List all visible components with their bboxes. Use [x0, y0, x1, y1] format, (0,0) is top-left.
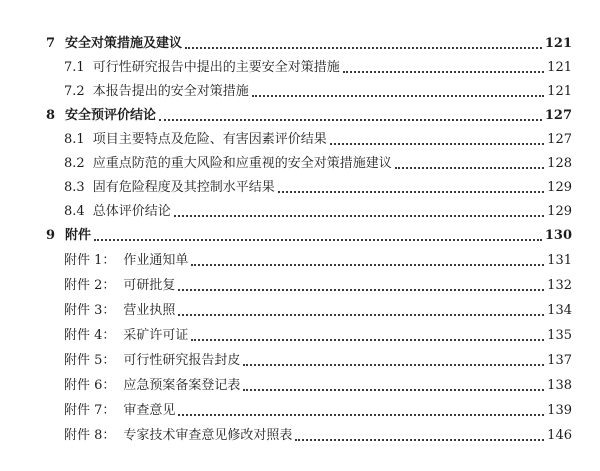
toc-entry-title: 采矿许可证 [123, 328, 189, 343]
dot-leader [252, 95, 544, 97]
toc-entry-page: 121 [547, 60, 572, 75]
toc-entry-attachment-2[interactable] [64, 276, 572, 296]
toc-entry-page: 121 [547, 84, 572, 99]
toc-entry-number: 7 [46, 36, 56, 51]
toc-entry-title: 可行性研究报告封皮 [123, 353, 241, 368]
toc-entry-page: 134 [547, 303, 572, 318]
toc-entry-number: 附件 7： [64, 403, 116, 418]
toc-entry-page: 130 [544, 228, 572, 243]
toc-entry-number: 附件 2： [64, 278, 116, 293]
dot-leader [191, 339, 544, 341]
toc-entry-title: 固有危险程度及其控制水平结果 [92, 180, 275, 195]
dot-leader [243, 364, 544, 366]
toc-entry-9[interactable] [46, 226, 572, 246]
toc-entry-8-3[interactable] [64, 178, 572, 198]
toc-entry-title: 项目主要特点及危险、有害因素评价结果 [92, 132, 327, 147]
toc-entry-title: 营业执照 [123, 303, 176, 318]
toc-entry-number: 附件 1： [64, 253, 116, 268]
dot-leader [330, 143, 544, 145]
dot-leader [295, 439, 544, 441]
toc-entry-title: 应急预案备案登记表 [123, 378, 241, 393]
toc-entry-page: 131 [547, 253, 572, 268]
toc-entry-number: 附件 6： [64, 378, 116, 393]
toc-entry-title: 可研批复 [123, 278, 176, 293]
toc-entry-number: 附件 4： [64, 328, 116, 343]
toc-entry-7[interactable] [46, 34, 572, 54]
toc-entry-number: 7.2 [64, 84, 85, 99]
toc-entry-title: 安全对策措施及建议 [65, 36, 183, 51]
toc-entry-page: 129 [547, 204, 572, 219]
toc-entry-number: 9 [46, 228, 56, 243]
toc-entry-attachment-3[interactable] [64, 301, 572, 321]
toc-entry-number: 8.4 [64, 204, 85, 219]
dot-leader [178, 314, 544, 316]
dot-leader [191, 264, 544, 266]
toc-entry-attachment-8[interactable] [64, 426, 572, 446]
toc-entry-page: 139 [547, 403, 572, 418]
toc-entry-number: 8 [46, 108, 56, 123]
toc-entry-7-1[interactable] [64, 58, 572, 78]
toc-entry-page: 121 [544, 36, 572, 51]
toc-entry-number: 7.1 [64, 60, 85, 75]
toc-entry-page: 129 [547, 180, 572, 195]
toc-entry-number: 附件 5： [64, 353, 116, 368]
toc-entry-page: 128 [547, 156, 572, 171]
toc-entry-number: 附件 3： [64, 303, 116, 318]
toc-entry-8[interactable] [46, 106, 572, 126]
toc-entry-title: 审查意见 [123, 403, 176, 418]
dot-leader [178, 289, 544, 291]
toc-entry-page: 146 [547, 428, 572, 443]
toc-entry-title: 专家技术审查意见修改对照表 [123, 428, 293, 443]
dot-leader [174, 215, 544, 217]
toc-entry-title: 总体评价结论 [92, 204, 171, 219]
toc-entry-title: 应重点防范的重大风险和应重视的安全对策措施建议 [92, 156, 392, 171]
toc-entry-page: 127 [544, 108, 572, 123]
toc-entry-page: 135 [547, 328, 572, 343]
toc-entry-number: 8.2 [64, 156, 85, 171]
toc-entry-title: 附件 [65, 228, 92, 243]
toc-entry-page: 127 [547, 132, 572, 147]
toc-entry-attachment-5[interactable] [64, 351, 572, 371]
toc-entry-number: 8.1 [64, 132, 85, 147]
toc-entry-8-1[interactable] [64, 130, 572, 150]
toc-entry-title: 安全预评价结论 [65, 108, 157, 123]
toc-entry-8-4[interactable] [64, 202, 572, 222]
toc-entry-attachment-7[interactable] [64, 401, 572, 421]
dot-leader [159, 119, 542, 121]
toc-entry-number: 附件 8： [64, 428, 116, 443]
dot-leader [243, 389, 544, 391]
dot-leader [395, 167, 544, 169]
dot-leader [185, 47, 542, 49]
toc-entry-number: 8.3 [64, 180, 85, 195]
toc-entry-attachment-4[interactable] [64, 326, 572, 346]
toc-entry-7-2[interactable] [64, 82, 572, 102]
toc-entry-attachment-1[interactable] [64, 251, 572, 271]
toc-entry-8-2[interactable] [64, 154, 572, 174]
toc-entry-attachment-6[interactable] [64, 376, 572, 396]
toc-entry-page: 132 [547, 278, 572, 293]
dot-leader [94, 239, 542, 241]
toc-entry-title: 作业通知单 [123, 253, 189, 268]
toc-entry-title: 本报告提出的安全对策措施 [92, 84, 249, 99]
toc-entry-page: 138 [547, 378, 572, 393]
toc-entry-title: 可行性研究报告中提出的主要安全对策措施 [92, 60, 340, 75]
dot-leader [278, 191, 544, 193]
dot-leader [343, 71, 544, 73]
toc-entry-page: 137 [547, 353, 572, 368]
dot-leader [178, 414, 544, 416]
